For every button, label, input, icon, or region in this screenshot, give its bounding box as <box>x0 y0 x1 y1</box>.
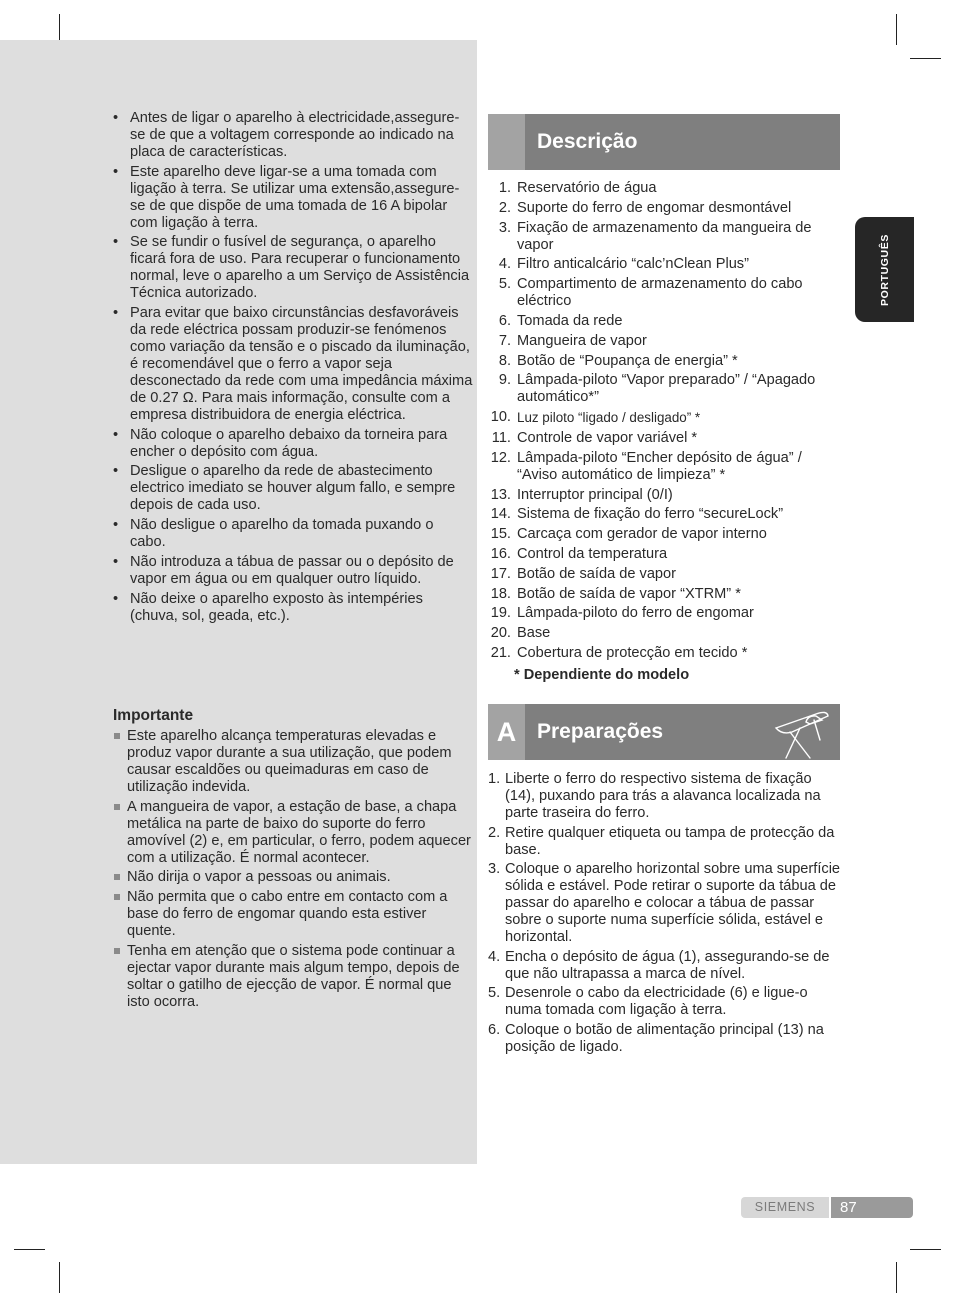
language-label: PORTUGUÊS <box>878 233 891 306</box>
list-item: 6. Coloque o botão de alimentação principal (13) na posição de ligado. <box>488 1021 824 1055</box>
ironing-board-icon <box>770 706 840 760</box>
crop-mark <box>59 1262 60 1293</box>
list-item: 19. Lâmpada-piloto do ferro de engomar <box>490 605 754 622</box>
section-letter: A <box>488 704 525 760</box>
list-item: 3. Fixação de armazenamento da mangueira de vapor <box>498 219 812 253</box>
list-item: 14. Sistema de fixação do ferro “secureLock” <box>490 506 784 523</box>
list-item: 15. Carcaça com gerador de vapor interno <box>490 526 767 543</box>
list-item: 5. Compartimento de armazenamento do cabo eléctrico <box>498 276 803 310</box>
list-item: 9. Lâmpada-piloto “Vapor preparado” / “Apagado automático*” <box>498 372 816 406</box>
list-item: • Se se fundir o fusível de segurança, o aparelho ficará fora de uso. Para recuperar o funcionamento normal, leve o aparelho a um Serviço de Assistência Técnica autorizado. <box>113 234 473 302</box>
crop-mark <box>14 1249 45 1250</box>
list-item: Não dirija o vapor a pessoas ou animais. <box>113 869 473 886</box>
crop-mark <box>910 1249 941 1250</box>
model-footnote: * Dependiente do modelo <box>514 667 690 683</box>
list-item: 4. Filtro anticalcário “calc’nClean Plus” <box>498 256 749 273</box>
list-item: 18. Botão de saída de vapor “XTRM” * <box>490 585 741 602</box>
list-item: • Não coloque o aparelho debaixo da torneira para encher o depósito com água. <box>113 427 473 461</box>
preparation-steps <box>488 771 842 1059</box>
list-item: 2. Retire qualquer etiqueta ou tampa de protecção da base. <box>488 824 835 858</box>
list-item: • Desligue o aparelho da rede de abastecimento electrico imediato se houver algum fallo, e sempre depois de cada uso. <box>113 463 473 514</box>
list-item: 6. Tomada da rede <box>498 312 623 329</box>
list-item: 16. Control da temperatura <box>490 545 668 562</box>
list-item: 21. Cobertura de protecção em tecido * <box>490 644 748 661</box>
list-item: 8. Botão de “Poupança de energia” * <box>498 352 738 369</box>
preparacoes-header <box>488 704 840 760</box>
descricao-title: Descrição <box>537 130 638 153</box>
list-item: 7. Mangueira de vapor <box>498 332 647 349</box>
importante-list <box>113 728 473 1013</box>
preparacoes-title: Preparações <box>537 720 664 743</box>
list-item: • Não introduza a tábua de passar ou o depósito de vapor em água ou em qualquer outro líquido. <box>113 554 473 588</box>
list-item: A mangueira de vapor, a estação de base, a chapa metálica na parte de baixo do suporte do ferro amovível (2) e, em particular, o ferro, podem aquecer com a utilização. É normal acontecer. <box>113 799 473 867</box>
list-item: 1. Reservatório de água <box>498 180 657 196</box>
safety-list <box>113 110 473 627</box>
list-item: 12. Lâmpada-piloto “Encher depósito de água” / “Aviso automático de limpieza” * <box>490 449 802 483</box>
list-item: • Para evitar que baixo circunstâncias desfavoráveis da rede eléctrica possam produzir-se fenómenos como variação da tensão e o piscado da iluminação, é recomendável que o ferro a vapor seja desconectado da rede com uma impedância máxima de 0.27 Ω. Para mais informação, consulte com a empresa distribuidora de energia eléctrica. <box>113 305 473 424</box>
list-item: 11. Controle de vapor variável * <box>491 429 698 446</box>
list-item: • Não desligue o aparelho da tomada puxando o cabo. <box>113 517 473 551</box>
importante-heading: Importante <box>113 707 194 724</box>
list-item: Este aparelho alcança temperaturas elevadas e produz vapor durante a sua utilização, que podem causar escaldões ou queimaduras em caso de utilização indevida. <box>113 728 473 796</box>
list-item: 3. Coloque o aparelho horizontal sobre uma superfície sólida e estável. Pode retirar o suporte da tábua de passar do aparelho e colocar a tábua de passar sobre o suporte numa superfície sólida, estável e horizontal. <box>488 861 841 946</box>
list-item: • Este aparelho deve ligar-se a uma tomada com ligação à terra. Se utilizar uma extensão,assegure-se de que dispõe de uma tomada de 16 A bipolar com ligação à terra. <box>113 164 473 232</box>
brand-label: SIEMENS <box>741 1197 829 1218</box>
parts-list <box>488 180 840 665</box>
crop-mark <box>896 14 897 45</box>
page-number: 87 <box>831 1197 913 1218</box>
list-item: Tenha em atenção que o sistema pode continuar a ejectar vapor durante mais algum tempo, depois de soltar o gatilho de ejecção de vapor. É normal que isto ocorra. <box>113 943 473 1011</box>
language-tab <box>855 217 914 322</box>
header-accent <box>488 114 525 170</box>
crop-mark <box>910 58 941 59</box>
list-item: 10. Luz piloto “ligado / desligado” * <box>490 409 701 426</box>
list-item: 17. Botão de saída de vapor <box>490 565 677 582</box>
list-item: Não permita que o cabo entre em contacto com a base do ferro de engomar quando esta estiver quente. <box>113 889 473 940</box>
list-item: 20. Base <box>490 625 551 642</box>
list-item: • Antes de ligar o aparelho à electricidade,assegure-se de que a voltagem corresponde ao indicado na placa de características. <box>113 110 473 161</box>
crop-mark <box>896 1262 897 1293</box>
list-item: 2. Suporte do ferro de engomar desmontável <box>498 199 792 216</box>
list-item: • Não deixe o aparelho exposto às intempéries (chuva, sol, geada, etc.). <box>113 591 473 625</box>
descricao-header <box>488 114 840 170</box>
list-item: 13. Interruptor principal (0/I) <box>490 486 673 503</box>
list-item: 1. Liberte o ferro do respectivo sistema de fixação (14), puxando para trás a alavanca localizada na parte traseira do ferro. <box>488 771 821 821</box>
list-item: 5. Desenrole o cabo da electricidade (6) e ligue-o numa tomada com ligação à terra. <box>488 985 808 1019</box>
list-item: 4. Encha o depósito de água (1), assegurando-se de que não ultrapassa a marca de nível. <box>488 948 830 982</box>
